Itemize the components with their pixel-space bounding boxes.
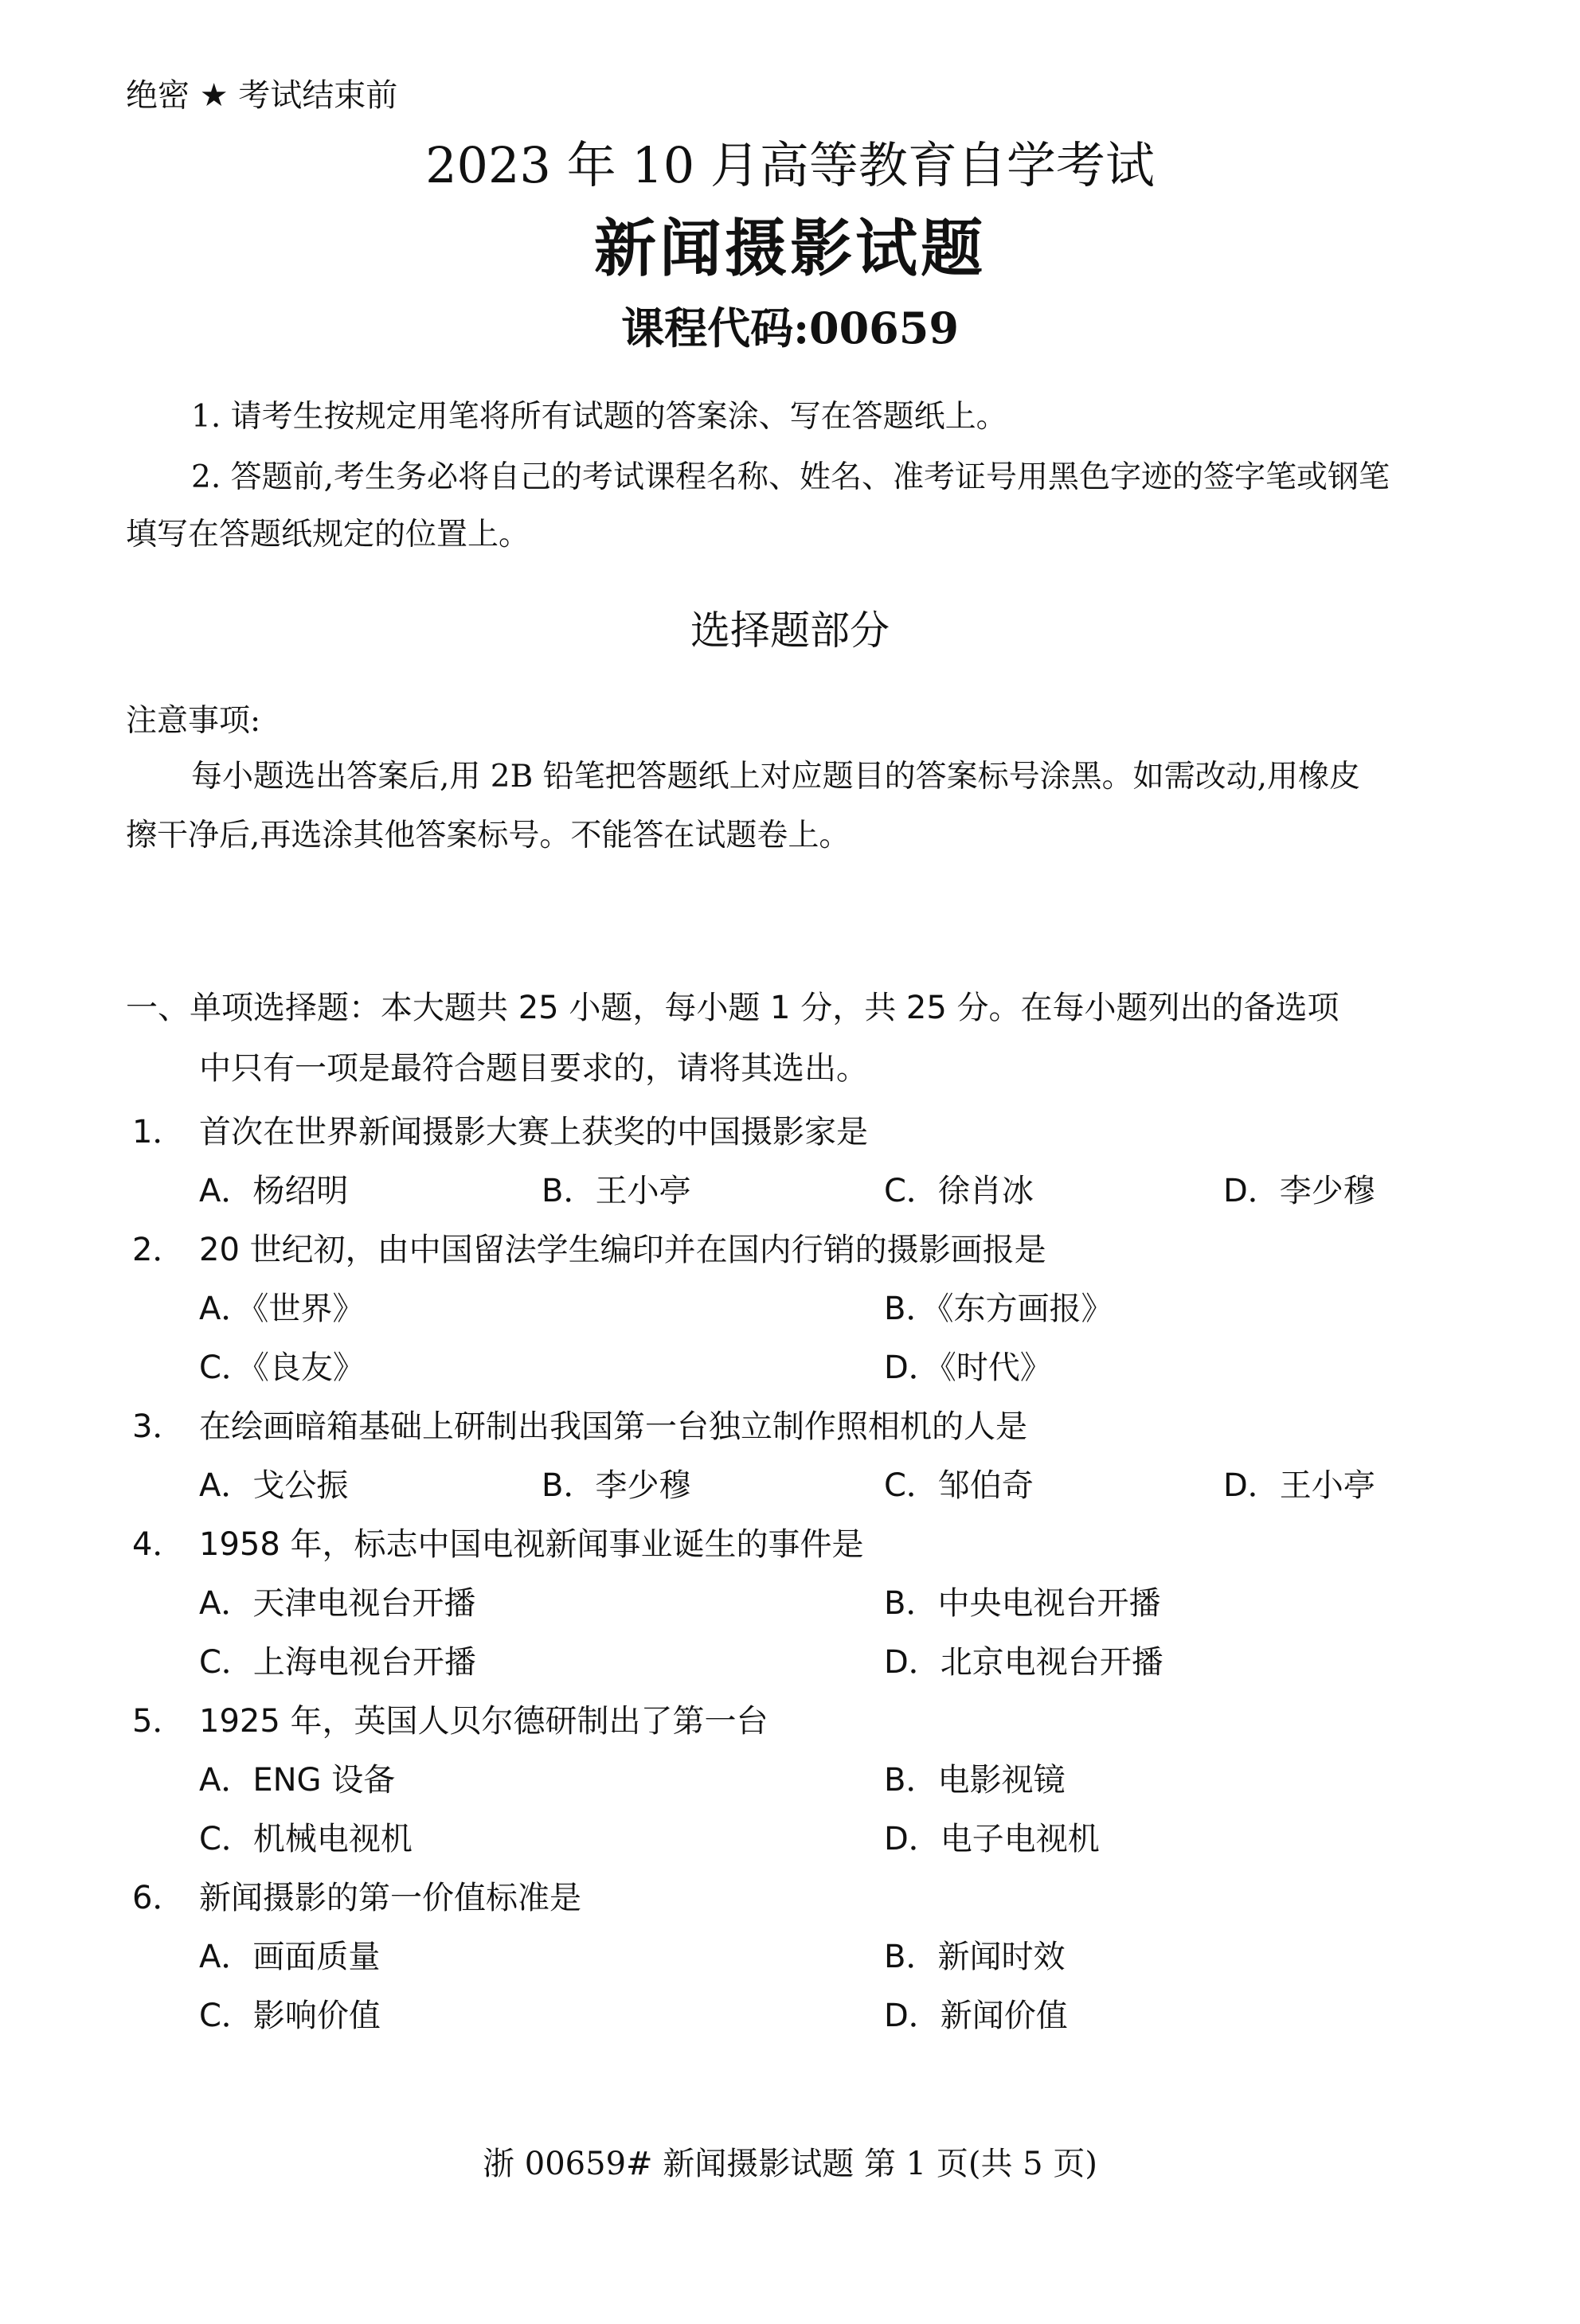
option-a: A．ENG 设备: [199, 1762, 396, 1799]
option-d: D．《时代》: [884, 1349, 1052, 1386]
question-number: 5．: [132, 1703, 185, 1740]
option-b: B．电影视镜: [884, 1762, 1066, 1799]
part-heading: 一、单项选择题：本大题共 25 小题，每小题 1 分，共 25 分。在每小题列出的备选项: [126, 990, 1339, 1026]
subject-title: 新闻摄影试题: [593, 213, 986, 285]
question-number: 6．: [132, 1880, 185, 1916]
option-c: C．徐肖冰: [884, 1173, 1034, 1209]
option-d: D．北京电视台开播: [884, 1644, 1163, 1681]
option-c: C．邹伯奇: [884, 1467, 1034, 1504]
option-c: C．《良友》: [199, 1349, 365, 1386]
notes-line-1: 每小题选出答案后,用 2B 铅笔把答题纸上对应题目的答案标号涂黑。如需改动,用橡皮: [191, 759, 1361, 795]
question-number: 3．: [132, 1408, 185, 1445]
option-c: C．影响价值: [199, 1998, 381, 2034]
exam-title: 2023 年 10 月高等教育自学考试: [425, 136, 1155, 194]
option-b: B．中央电视台开播: [884, 1585, 1161, 1622]
option-a: A．戈公振: [199, 1467, 349, 1504]
instruction-1: 1. 请考生按规定用笔将所有试题的答案涂、写在答题纸上。: [191, 399, 1007, 435]
option-a: A．天津电视台开播: [199, 1585, 476, 1622]
option-a: A．《世界》: [199, 1291, 365, 1327]
question-number: 1．: [132, 1114, 185, 1150]
question-text: 首次在世界新闻摄影大赛上获奖的中国摄影家是: [199, 1114, 868, 1150]
page-footer: 浙 00659# 新闻摄影试题 第 1 页(共 5 页): [483, 2146, 1097, 2182]
question-text: 1958 年，标志中国电视新闻事业诞生的事件是: [199, 1526, 864, 1563]
option-c: C．机械电视机: [199, 1821, 413, 1857]
option-d: D．王小亭: [1223, 1467, 1375, 1504]
instruction-2: 2. 答题前,考生务必将自己的考试课程名称、姓名、准考证号用黑色字迹的签字笔或钢笔: [191, 459, 1390, 495]
option-d: D．新闻价值: [884, 1998, 1068, 2034]
question-number: 2．: [132, 1232, 185, 1268]
option-a: A．画面质量: [199, 1939, 381, 1975]
question-text: 1925 年，英国人贝尔德研制出了第一台: [199, 1703, 768, 1740]
option-d: D．李少穆: [1223, 1173, 1375, 1209]
option-c: C．上海电视台开播: [199, 1644, 476, 1681]
confidential-label: 绝密 ★ 考试结束前: [126, 77, 398, 114]
section-title: 选择题部分: [690, 607, 890, 654]
course-code: 课程代码:00659: [621, 303, 959, 353]
question-text: 新闻摄影的第一价值标准是: [199, 1880, 581, 1916]
option-b: B．李少穆: [542, 1467, 691, 1504]
instruction-2-cont: 填写在答题纸规定的位置上。: [126, 517, 530, 553]
question-text: 在绘画暗箱基础上研制出我国第一台独立制作照相机的人是: [199, 1408, 1027, 1445]
notes-title: 注意事项:: [126, 703, 261, 739]
notes-line-2: 擦干净后,再选涂其他答案标号。不能答在试题卷上。: [126, 818, 851, 853]
part-heading-cont: 中只有一项是最符合题目要求的，请将其选出。: [199, 1050, 868, 1087]
option-a: A．杨绍明: [199, 1173, 349, 1209]
question-text: 20 世纪初，由中国留法学生编印并在国内行销的摄影画报是: [199, 1232, 1046, 1268]
option-b: B．王小亭: [542, 1173, 691, 1209]
question-number: 4．: [132, 1526, 185, 1563]
option-b: B．《东方画报》: [884, 1291, 1113, 1327]
option-d: D．电子电视机: [884, 1821, 1100, 1857]
option-b: B．新闻时效: [884, 1939, 1066, 1975]
